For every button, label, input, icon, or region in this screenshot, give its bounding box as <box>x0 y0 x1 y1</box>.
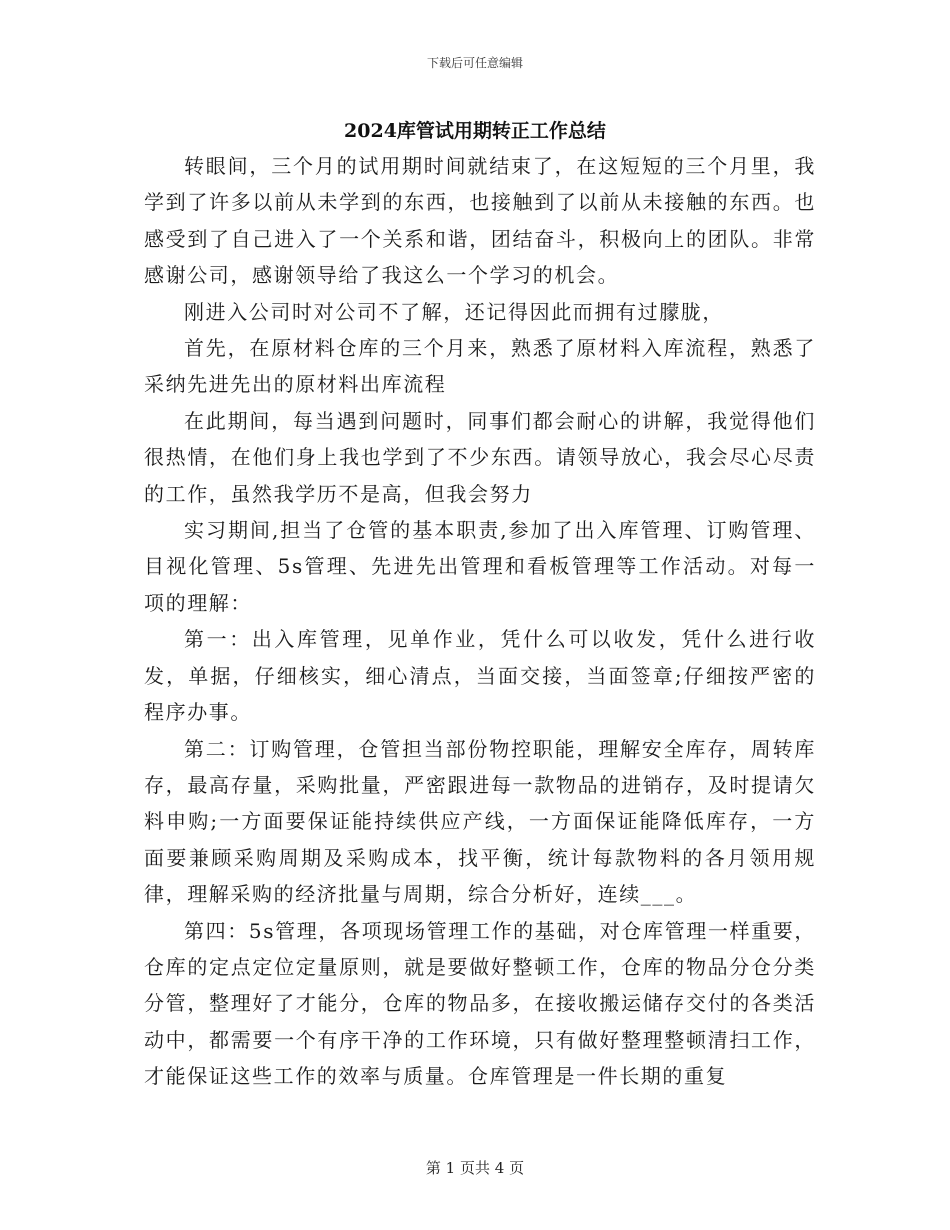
paragraph: 实习期间,担当了仓管的基本职责,参加了出入库管理、订购管理、目视化管理、5s管理、先进先出管理和看板管理等工作活动。对每一项的理解： <box>144 518 816 615</box>
page-indicator: 第 1 页共 4 页 <box>425 1159 525 1177</box>
paragraph: 第二：订购管理，仓管担当部份物控职能，理解安全库存，周转库存，最高存量，采购批量，严密跟进每一款物品的进销存，及时提请欠料申购;一方面要保证能持续供应产线，一方面保证能降低库存，一方面要兼顾采购周期及采购成本，找平衡，统计每款物料的各月领用规律，理解采购的经济批量与周期，综合分析好，连续___。 <box>144 736 816 907</box>
header-note: 下载后可任意编辑 <box>426 56 523 70</box>
paragraph: 第四：5s管理，各项现场管理工作的基础，对仓库管理一样重要，仓库的定点定位定量原则，就是要做好整顿工作，仓库的物品分仓分类分管，整理好了才能分，仓库的物品多，在接收搬运储存交付的各类活动中，都需要一个有序干净的工作环境，只有做好整理整顿清扫工作，才能保证这些工作的效率与质量。仓库管理是一件长期的重复 <box>144 918 816 1089</box>
document-title: 2024库管试用期转正工作总结 <box>344 120 606 142</box>
paragraph: 在此期间，每当遇到问题时，同事们都会耐心的讲解，我觉得他们很热情，在他们身上我也学到了不少东西。请领导放心，我会尽心尽责的工作，虽然我学历不是高，但我会努力 <box>144 408 816 506</box>
paragraph: 刚进入公司时对公司不了解，还记得因此而拥有过朦胧， <box>184 299 724 324</box>
paragraph: 首先，在原材料仓库的三个月来，熟悉了原材料入库流程，熟悉了采纳先进先出的原材料出库流程 <box>144 336 816 397</box>
paragraph: 第一：出入库管理，见单作业，凭什么可以收发，凭什么进行收发，单据，仔细核实，细心清点，当面交接，当面签章;仔细按严密的程序办事。 <box>144 627 816 725</box>
paragraph: 转眼间，三个月的试用期时间就结束了，在这短短的三个月里，我学到了许多以前从未学到的东西，也接触到了以前从未接触的东西。也感受到了自己进入了一个关系和谐，团结奋斗，积极向上的团队。非常感谢公司，感谢领导给了我这么一个学习的机会。 <box>144 154 816 288</box>
document-body <box>144 148 816 1095</box>
